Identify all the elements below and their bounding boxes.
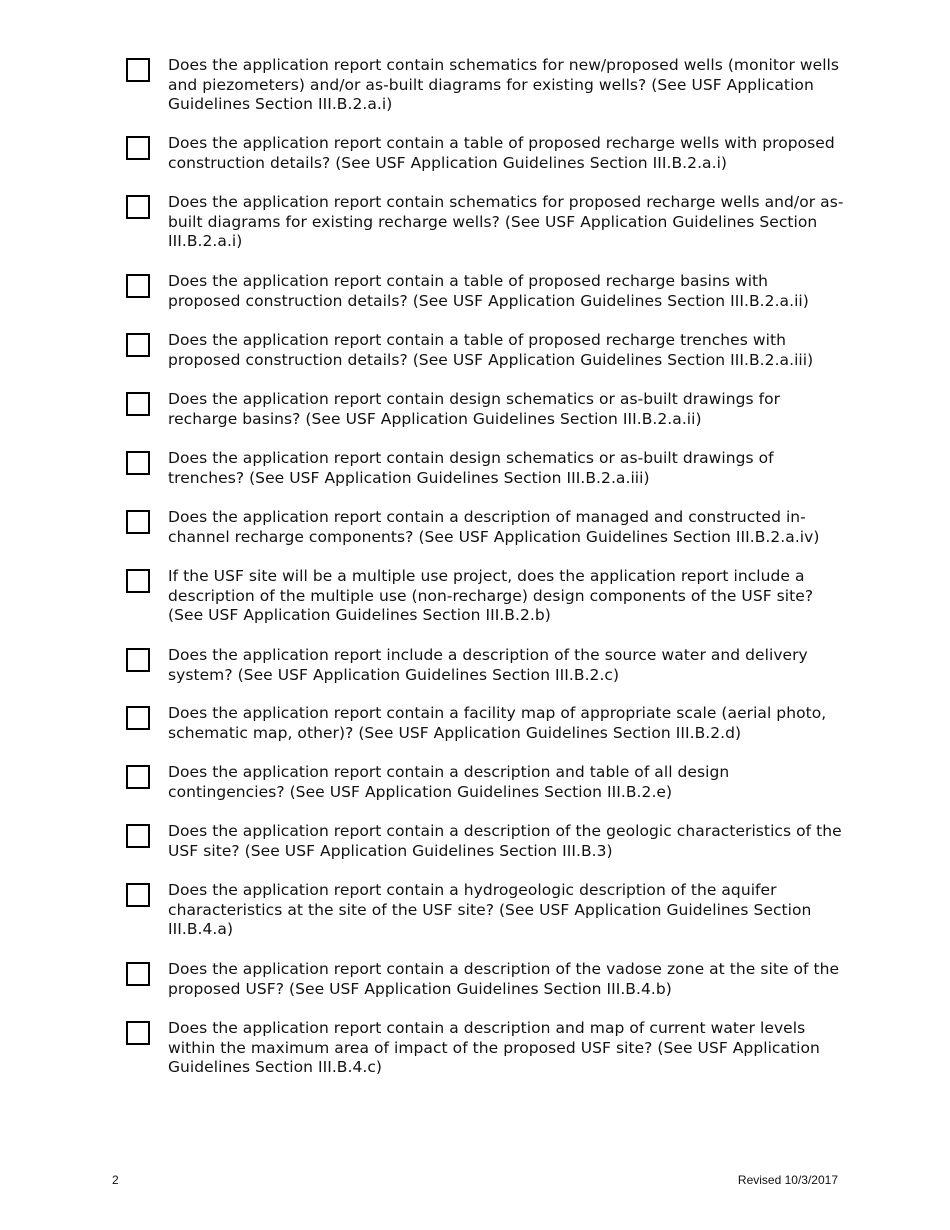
question-text: Does the application report contain schematics for new/proposed wells (monitor wells and piezometers) and/or as-built diagrams for existing wells? (See USF Application Guidelines Section III.B.2.a.i) (168, 56, 840, 114)
question-text: Does the application report include a description of the source water and delivery system? (See USF Application Guidelines Section III.B.2.c) (168, 646, 808, 684)
checkbox[interactable] (126, 824, 150, 848)
page-number: 2 (112, 1173, 119, 1187)
checkbox[interactable] (126, 451, 150, 475)
question-text: Does the application report contain schematics for proposed recharge wells and/or as-built diagrams for existing recharge wells? (See USF Application Guidelines Section III.B.2.a.i) (168, 193, 844, 251)
checkbox[interactable] (126, 1021, 150, 1045)
question-text: Does the application report contain a facility map of appropriate scale (aerial photo, schematic map, other)? (See USF Application Guidelines Section III.B.2.d) (168, 704, 827, 742)
question-text: Does the application report contain a description and map of current water levels within the maximum area of impact of the proposed USF site? (See USF Application Guidelines Section III.B.4.c) (168, 1019, 820, 1077)
revision-date: Revised 10/3/2017 (737, 1173, 838, 1187)
checkbox[interactable] (126, 195, 150, 219)
question-text: Does the application report contain design schematics or as-built drawings of trenches? (See USF Application Guidelines Section III.B.2.a.iii) (168, 449, 774, 487)
question-text: Does the application report contain a table of proposed recharge basins with proposed construction details? (See USF Application Guidelines Section III.B.2.a.ii) (168, 272, 809, 310)
checkbox[interactable] (126, 136, 150, 160)
question-text: Does the application report contain a description of the geologic characteristics of the USF site? (See USF Application Guidelines Section III.B.3) (168, 822, 842, 860)
checkbox[interactable] (126, 962, 150, 986)
question-text: Does the application report contain a description and table of all design contingencies? (See USF Application Guidelines Section III.B.2.e) (168, 763, 730, 801)
checkbox[interactable] (126, 569, 150, 593)
question-text: Does the application report contain a table of proposed recharge wells with proposed construction details? (See USF Application Guidelines Section III.B.2.a.i) (168, 134, 835, 172)
question-text: Does the application report contain a table of proposed recharge trenches with proposed construction details? (See USF Application Guidelines Section III.B.2.a.iii) (168, 331, 814, 369)
checkbox[interactable] (126, 765, 150, 789)
checkbox[interactable] (126, 274, 150, 298)
checkbox[interactable] (126, 333, 150, 357)
checkbox[interactable] (126, 392, 150, 416)
checkbox[interactable] (126, 58, 150, 82)
question-text: If the USF site will be a multiple use project, does the application report include a description of the multiple use (non-recharge) design components of the USF site? (See USF Application Guidelines Section III.B.2.b) (168, 567, 814, 625)
checkbox[interactable] (126, 706, 150, 730)
question-text: Does the application report contain a description of the vadose zone at the site of the proposed USF? (See USF Application Guidelines Section III.B.4.b) (168, 960, 840, 998)
checkbox[interactable] (126, 510, 150, 534)
question-text: Does the application report contain a description of managed and constructed in-channel recharge components? (See USF Application Guidelines Section III.B.2.a.iv) (168, 508, 820, 546)
checkbox[interactable] (126, 648, 150, 672)
question-text: Does the application report contain a hydrogeologic description of the aquifer characteristics at the site of the USF site? (See USF Application Guidelines Section III.B.4.a) (168, 881, 812, 939)
checkbox[interactable] (126, 883, 150, 907)
question-text: Does the application report contain design schematics or as-built drawings for recharge basins? (See USF Application Guidelines Section III.B.2.a.ii) (168, 390, 781, 428)
